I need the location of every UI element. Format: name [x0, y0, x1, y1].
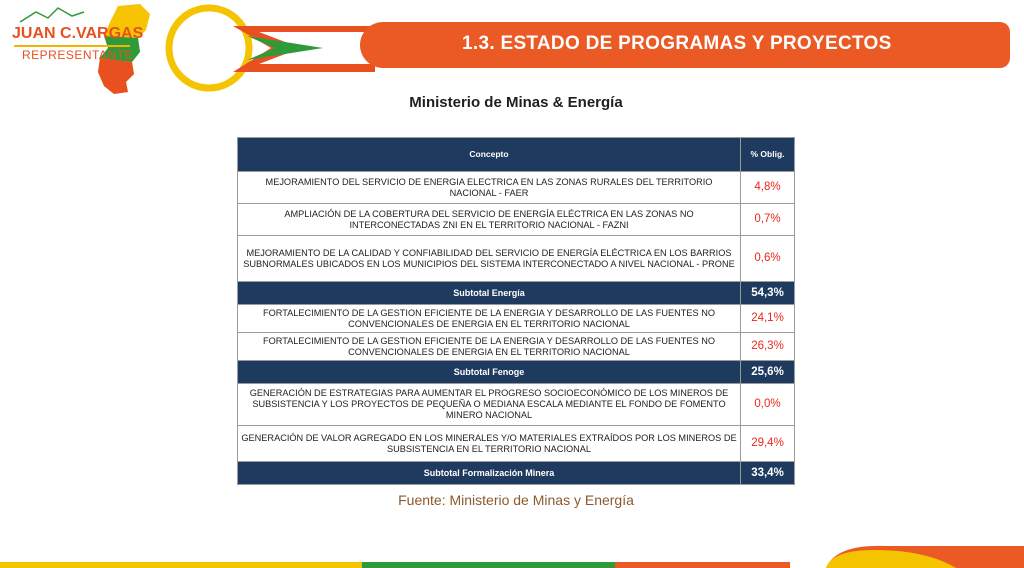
emblem-icon	[163, 2, 378, 100]
subtotal-row	[238, 282, 795, 305]
table-row	[238, 236, 795, 282]
row-pct: 26,3%	[741, 333, 795, 361]
subtotal-pct: 33,4%	[741, 462, 795, 485]
title-bar	[360, 22, 1010, 68]
table-row	[238, 172, 795, 204]
row-concept: GENERACIÓN DE VALOR AGREGADO EN LOS MINERALES Y/O MATERIALES EXTRAÍDOS POR LOS MINEROS DE SUBSISTENCIA EN EL TERRITORIO NACIONAL	[238, 426, 741, 462]
row-concept: FORTALECIMIENTO DE LA GESTION EFICIENTE DE LA ENERGIA Y DESARROLLO DE LAS FUENTES NO CONVENCIONALES DE ENERGIA EN EL TERRITORIO NACIONAL	[238, 333, 741, 361]
subtotal-pct: 54,3%	[741, 282, 795, 305]
row-pct: 0,7%	[741, 204, 795, 236]
row-pct: 0,6%	[741, 236, 795, 282]
table-title	[0, 94, 1024, 111]
table-row	[238, 333, 795, 361]
subtotal-label: Subtotal Formalización Minera	[238, 462, 741, 485]
row-pct: 4,8%	[741, 172, 795, 204]
row-concept: GENERACIÓN DE ESTRATEGIAS PARA AUMENTAR EL PROGRESO SOCIOECONÓMICO DE LOS MINEROS DE SUBSISTENCIA Y LOS PROYECTOS DE PEQUEÑA O MEDIANA ESCALA MEDIANTE EL FONDO DE FOMENTO MINERO NACIONAL	[238, 384, 741, 426]
column-header-oblig: % Oblig.	[741, 138, 795, 172]
brand-role: REPRESENTANTE	[22, 48, 133, 62]
source-text: Fuente: Ministerio de Minas y Energía	[398, 492, 634, 508]
table-row	[238, 426, 795, 462]
table-row	[238, 384, 795, 426]
table-header-row	[238, 138, 795, 172]
row-concept: AMPLIACIÓN DE LA COBERTURA DEL SERVICIO DE ENERGÍA ELÉCTRICA EN LAS ZONAS NO INTERCONECTADAS ZNI EN EL TERRITORIO NACIONAL - FAZNI	[238, 204, 741, 236]
bottom-stripe-orange	[615, 562, 790, 568]
corner-decoration-icon	[826, 544, 1024, 568]
row-concept: FORTALECIMIENTO DE LA GESTION EFICIENTE DE LA ENERGIA Y DESARROLLO DE LAS FUENTES NO CONVENCIONALES DE ENERGIA EN EL TERRITORIO NACIONAL	[238, 305, 741, 333]
bottom-stripe-green	[362, 562, 615, 568]
subtotal-row	[238, 462, 795, 485]
brand-name: JUAN C.VARGAS	[12, 25, 144, 42]
row-pct: 29,4%	[741, 426, 795, 462]
subtotal-label: Subtotal Fenoge	[238, 361, 741, 384]
row-concept: MEJORAMIENTO DEL SERVICIO DE ENERGIA ELECTRICA EN LAS ZONAS RURALES DEL TERRITORIO NACIONAL - FAER	[238, 172, 741, 204]
row-pct: 0,0%	[741, 384, 795, 426]
row-concept: MEJORAMIENTO DE LA CALIDAD Y CONFIABILIDAD DEL SERVICIO DE ENERGÍA ELÉCTRICA EN LOS BARRIOS SUBNORMALES UBICADOS EN LOS MUNICIPIOS DEL SISTEMA INTERCONECTADO A NIVEL NACIONAL - PRONE	[238, 236, 741, 282]
bottom-stripe-yellow	[0, 562, 362, 568]
row-pct: 24,1%	[741, 305, 795, 333]
subtotal-row	[238, 361, 795, 384]
page-title: 1.3. ESTADO DE PROGRAMAS Y PROYECTOS	[462, 33, 892, 54]
programs-table	[237, 137, 795, 485]
brand-logo	[0, 0, 160, 100]
column-header-concepto: Concepto	[238, 138, 741, 172]
subtotal-label: Subtotal Energía	[238, 282, 741, 305]
table-row	[238, 305, 795, 333]
table-row	[238, 204, 795, 236]
source-note	[0, 492, 1024, 508]
subtotal-pct: 25,6%	[741, 361, 795, 384]
table-title-text: Ministerio de Minas & Energía	[409, 94, 623, 111]
brand-divider	[14, 45, 130, 47]
